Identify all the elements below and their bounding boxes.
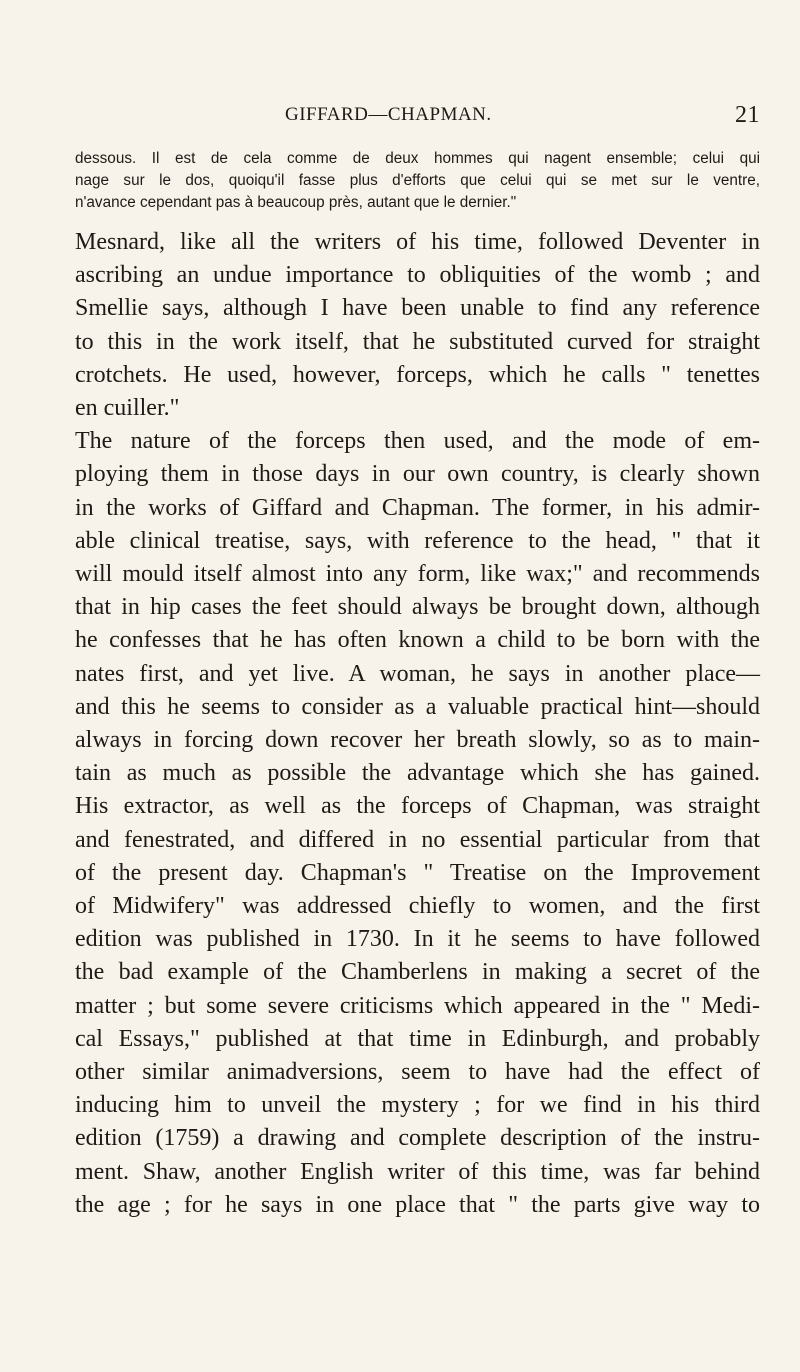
text-line: able clinical treatise, says, with reference to the head, " that it xyxy=(75,527,760,554)
text-line: Smellie says, although I have been unable to find any reference xyxy=(75,295,760,322)
page-number: 21 xyxy=(735,102,760,128)
text-line: he confesses that he has often known a child to be born with the xyxy=(75,627,760,654)
text-line: the age ; for he says in one place that " the parts give way to xyxy=(75,1191,760,1218)
text-line: nates first, and yet live. A woman, he says in another place— xyxy=(75,660,760,687)
text-line: always in forcing down recover her breath slowly, so as to main- xyxy=(75,727,760,754)
text-line: other similar animadversions, seem to have had the effect of xyxy=(75,1059,760,1086)
text-line: matter ; but some severe criticisms which appeared in the " Medi- xyxy=(75,992,760,1019)
text-line: edition (1759) a drawing and complete description of the instru- xyxy=(75,1125,760,1152)
text-line: the bad example of the Chamberlens in making a secret of the xyxy=(75,959,760,986)
text-line: edition was published in 1730. In it he seems to have followed xyxy=(75,926,760,953)
text-line: that in hip cases the feet should always be brought down, although xyxy=(75,594,760,621)
text-line: ment. Shaw, another English writer of this time, was far behind xyxy=(75,1158,760,1185)
quote-line: dessous. Il est de cela comme de deux hommes qui nagent ensemble; celui qui xyxy=(75,150,760,167)
text-line: Mesnard, like all the writers of his time, followed Deventer in xyxy=(75,229,760,255)
text-line: to this in the work itself, that he substituted curved for straight xyxy=(75,328,760,355)
paragraph xyxy=(75,226,760,425)
block-quote xyxy=(75,148,760,214)
text-line: of Midwifery" was addressed chiefly to women, and the first xyxy=(75,893,760,920)
text-line: and this he seems to consider as a valuable practical hint—should xyxy=(75,693,760,720)
text-line: en cuiller." xyxy=(75,395,180,422)
text-line: and fenestrated, and differed in no essential particular from that xyxy=(75,826,760,853)
text-line: ascribing an undue importance to obliquities of the womb ; and xyxy=(75,262,760,289)
text-line: His extractor, as well as the forceps of Chapman, was straight xyxy=(75,793,760,820)
text-line: inducing him to unveil the mystery ; for we find in his third xyxy=(75,1092,760,1119)
text-line: crotchets. He used, however, forceps, which he calls " tenettes xyxy=(75,361,760,388)
text-line: cal Essays," published at that time in Edinburgh, and probably xyxy=(75,1025,760,1052)
quote-line: n'avance cependant pas à beaucoup près, autant que le dernier." xyxy=(75,194,517,211)
text-line: of the present day. Chapman's " Treatise on the Improvement xyxy=(75,859,760,886)
body-text xyxy=(75,226,760,1222)
text-line: will mould itself almost into any form, like wax;" and recommends xyxy=(75,561,760,588)
text-line: tain as much as possible the advantage which she has gained. xyxy=(75,760,760,787)
page-header xyxy=(75,98,760,128)
text-line: The nature of the forceps then used, and the mode of em- xyxy=(75,428,760,455)
running-head: GIFFARD—CHAPMAN. xyxy=(285,104,492,125)
text-line: in the works of Giffard and Chapman. The former, in his admir- xyxy=(75,494,760,521)
text-line: ploying them in those days in our own country, is clearly shown xyxy=(75,461,760,488)
quote-line: nage sur le dos, quoiqu'il fasse plus d'efforts que celui qui se met sur le ventre, xyxy=(75,172,760,189)
paragraph xyxy=(75,425,760,1222)
